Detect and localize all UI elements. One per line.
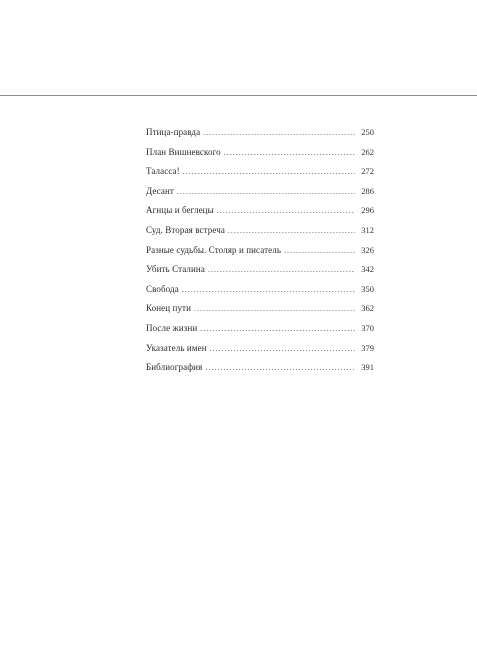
toc-entry (146, 221, 374, 241)
toc-entry-title: Таласса! (146, 166, 180, 177)
table-of-contents (146, 123, 374, 378)
toc-dot-leader (183, 162, 355, 182)
toc-entry (146, 143, 374, 163)
toc-entry-title: Десант (146, 185, 174, 196)
toc-entry-page: 312 (361, 224, 374, 235)
toc-entry-title: План Вишневского (146, 146, 221, 157)
toc-dot-leader (217, 201, 355, 221)
toc-entry-page: 272 (361, 166, 374, 177)
toc-dot-leader (200, 319, 355, 339)
toc-entry (146, 241, 374, 261)
toc-entry-title: Свобода (146, 283, 179, 294)
toc-entry-title: Убить Сталина (146, 264, 205, 275)
toc-dot-leader (228, 221, 355, 241)
toc-dot-leader (205, 358, 355, 378)
toc-dot-leader (210, 339, 355, 359)
toc-entry (146, 280, 374, 300)
toc-entry-title: Указатель имен (146, 342, 207, 353)
toc-entry-page: 286 (361, 185, 374, 196)
toc-dot-leader (177, 182, 355, 202)
toc-entry-title: Птица-правда (146, 127, 201, 137)
toc-dot-leader (224, 143, 355, 163)
header-rule (0, 95, 477, 96)
toc-dot-leader (208, 260, 355, 280)
toc-entry-page: 379 (361, 342, 374, 353)
toc-entry (146, 260, 374, 280)
toc-entry-title: Конец пути (146, 303, 191, 314)
toc-entry-title: Суд. Вторая встреча (146, 224, 225, 235)
toc-entry-page: 391 (361, 362, 374, 373)
toc-entry-title: Библиография (146, 362, 203, 373)
toc-entry-page: 342 (361, 264, 374, 275)
toc-entry-page: 296 (361, 205, 374, 216)
toc-entry-page: 262 (361, 146, 374, 157)
toc-entry (146, 299, 374, 319)
toc-entry-page: 250 (361, 127, 374, 137)
toc-dot-leader (182, 280, 355, 300)
toc-entry (146, 319, 374, 339)
toc-entry-page: 370 (361, 322, 374, 333)
toc-entry (146, 201, 374, 221)
toc-entry (146, 339, 374, 359)
toc-entry (146, 123, 374, 143)
toc-entry (146, 182, 374, 202)
toc-dot-leader (203, 123, 355, 143)
toc-dot-leader (194, 299, 355, 319)
toc-entry-title: После жизни (146, 322, 198, 333)
toc-entry (146, 162, 374, 182)
toc-entry-page: 362 (361, 303, 374, 314)
toc-entry (146, 358, 374, 378)
toc-entry-title: Разные судьбы. Столяр и писатель (146, 244, 282, 255)
toc-entry-page: 350 (361, 283, 374, 294)
toc-entry-page: 326 (361, 244, 374, 255)
toc-dot-leader (284, 241, 355, 261)
toc-entry-title: Агнцы и беглецы (146, 205, 214, 216)
